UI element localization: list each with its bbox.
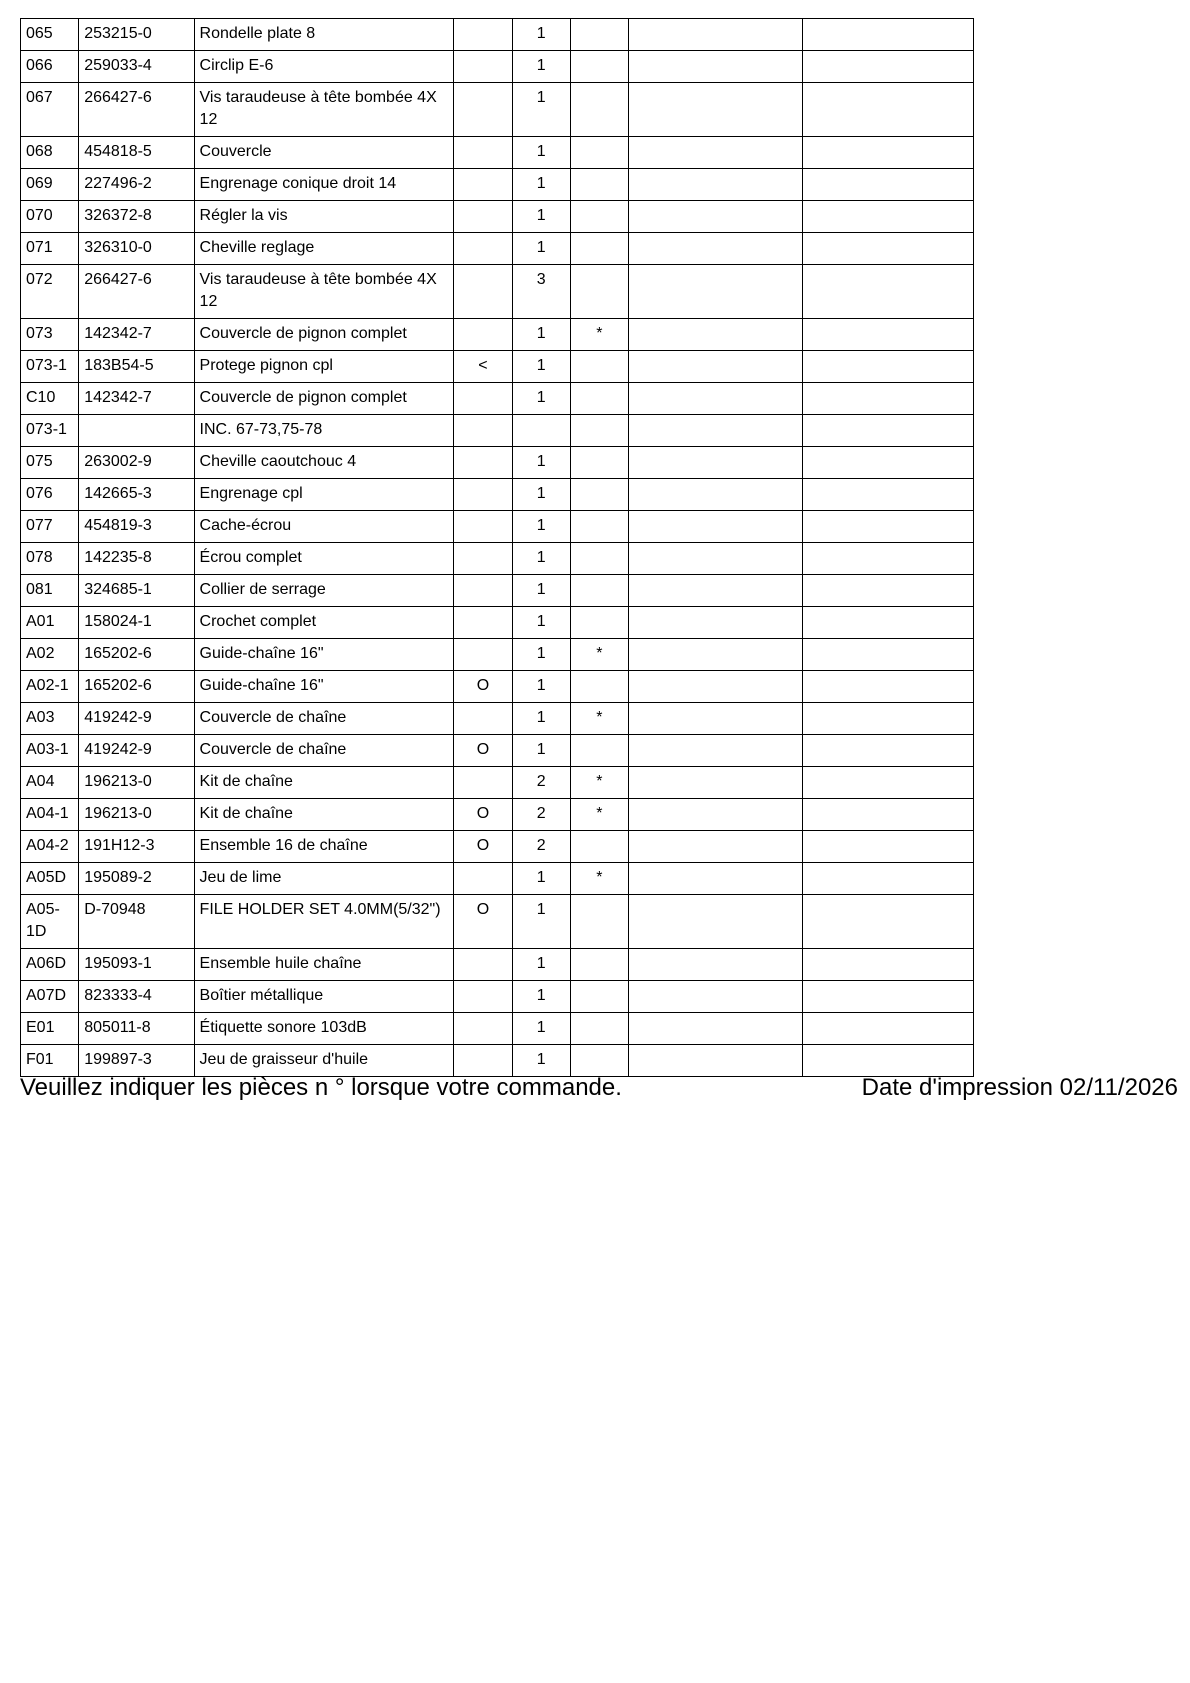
description-cell: Cheville caoutchouc 4 [194,447,454,479]
ref-number-cell: 073 [21,319,79,351]
part-code-cell: 326372-8 [79,201,194,233]
table-row [21,415,974,447]
empty-cell [802,863,973,895]
empty-cell [802,447,973,479]
empty-cell [802,575,973,607]
note-mark-cell [570,351,628,383]
option-mark-cell [454,863,512,895]
empty-cell [628,265,802,319]
quantity-cell: 1 [512,383,570,415]
parts-table-body [21,19,974,1077]
ref-number-cell: 067 [21,83,79,137]
empty-cell [628,137,802,169]
ref-number-cell: 065 [21,19,79,51]
order-instruction-note: Veuillez indiquer les pièces n ° lorsque votre commande. [20,1074,622,1101]
ref-number-cell: 081 [21,575,79,607]
quantity-cell: 1 [512,671,570,703]
quantity-cell: 1 [512,703,570,735]
part-code-cell: 266427-6 [79,265,194,319]
option-mark-cell [454,639,512,671]
part-code-cell: 158024-1 [79,607,194,639]
part-code-cell: 823333-4 [79,981,194,1013]
description-cell: Boîtier métallique [194,981,454,1013]
quantity-cell: 1 [512,51,570,83]
ref-number-cell: A03 [21,703,79,735]
table-row [21,1045,974,1077]
note-mark-cell [570,447,628,479]
description-cell: Guide-chaîne 16" [194,671,454,703]
ref-number-cell: A02 [21,639,79,671]
ref-number-cell: A04 [21,767,79,799]
description-cell: Jeu de lime [194,863,454,895]
note-mark-cell: * [570,319,628,351]
table-row [21,575,974,607]
empty-cell [628,735,802,767]
quantity-cell: 1 [512,233,570,265]
part-code-cell: 196213-0 [79,767,194,799]
option-mark-cell: O [454,895,512,949]
option-mark-cell [454,511,512,543]
part-code-cell: 195089-2 [79,863,194,895]
empty-cell [802,831,973,863]
quantity-cell: 1 [512,447,570,479]
empty-cell [628,607,802,639]
table-row [21,735,974,767]
option-mark-cell [454,137,512,169]
note-mark-cell [570,415,628,447]
note-mark-cell: * [570,799,628,831]
part-code-cell [79,415,194,447]
table-row [21,981,974,1013]
note-mark-cell: * [570,703,628,735]
empty-cell [802,169,973,201]
empty-cell [628,543,802,575]
ref-number-cell: E01 [21,1013,79,1045]
ref-number-cell: A01 [21,607,79,639]
option-mark-cell [454,1013,512,1045]
empty-cell [628,415,802,447]
part-code-cell: 183B54-5 [79,351,194,383]
note-mark-cell [570,83,628,137]
note-mark-cell: * [570,767,628,799]
empty-cell [802,351,973,383]
part-code-cell: 191H12-3 [79,831,194,863]
empty-cell [802,735,973,767]
quantity-cell: 1 [512,607,570,639]
ref-number-cell: A07D [21,981,79,1013]
description-cell: Engrenage cpl [194,479,454,511]
empty-cell [802,511,973,543]
option-mark-cell [454,1045,512,1077]
empty-cell [802,479,973,511]
option-mark-cell [454,543,512,575]
quantity-cell: 2 [512,799,570,831]
empty-cell [628,479,802,511]
description-cell: Couvercle de pignon complet [194,383,454,415]
empty-cell [802,415,973,447]
quantity-cell: 3 [512,265,570,319]
ref-number-cell: 075 [21,447,79,479]
ref-number-cell: 077 [21,511,79,543]
quantity-cell: 1 [512,19,570,51]
part-code-cell: 454818-5 [79,137,194,169]
part-code-cell: 324685-1 [79,575,194,607]
note-mark-cell [570,831,628,863]
empty-cell [628,949,802,981]
empty-cell [628,319,802,351]
empty-cell [802,767,973,799]
note-mark-cell [570,511,628,543]
empty-cell [628,799,802,831]
empty-cell [802,895,973,949]
part-code-cell: 266427-6 [79,83,194,137]
description-cell: Écrou complet [194,543,454,575]
description-cell: Kit de chaîne [194,799,454,831]
description-cell: Protege pignon cpl [194,351,454,383]
part-code-cell: 195093-1 [79,949,194,981]
quantity-cell: 1 [512,735,570,767]
parts-table [20,18,974,1077]
table-row [21,51,974,83]
empty-cell [802,543,973,575]
quantity-cell: 1 [512,137,570,169]
option-mark-cell [454,233,512,265]
ref-number-cell: 072 [21,265,79,319]
empty-cell [628,1045,802,1077]
description-cell: Vis taraudeuse à tête bombée 4X 12 [194,265,454,319]
table-row [21,83,974,137]
option-mark-cell [454,415,512,447]
quantity-cell: 1 [512,479,570,511]
empty-cell [802,1013,973,1045]
option-mark-cell [454,949,512,981]
ref-number-cell: F01 [21,1045,79,1077]
description-cell: Cheville reglage [194,233,454,265]
note-mark-cell [570,543,628,575]
option-mark-cell [454,169,512,201]
note-mark-cell [570,265,628,319]
empty-cell [628,981,802,1013]
quantity-cell: 1 [512,949,570,981]
note-mark-cell [570,1013,628,1045]
empty-cell [628,169,802,201]
note-mark-cell [570,51,628,83]
description-cell: Régler la vis [194,201,454,233]
table-row [21,639,974,671]
note-mark-cell [570,201,628,233]
table-row [21,543,974,575]
empty-cell [802,201,973,233]
ref-number-cell: A06D [21,949,79,981]
description-cell: Guide-chaîne 16" [194,639,454,671]
note-mark-cell [570,981,628,1013]
empty-cell [628,895,802,949]
table-row [21,767,974,799]
empty-cell [628,351,802,383]
option-mark-cell [454,575,512,607]
option-mark-cell [454,265,512,319]
ref-number-cell: 073-1 [21,415,79,447]
empty-cell [802,383,973,415]
part-code-cell: 165202-6 [79,671,194,703]
quantity-cell: 1 [512,639,570,671]
table-row [21,607,974,639]
part-code-cell: 253215-0 [79,19,194,51]
quantity-cell: 1 [512,981,570,1013]
quantity-cell: 1 [512,511,570,543]
ref-number-cell: 073-1 [21,351,79,383]
part-code-cell: 805011-8 [79,1013,194,1045]
description-cell: Vis taraudeuse à tête bombée 4X 12 [194,83,454,137]
note-mark-cell: * [570,639,628,671]
option-mark-cell: O [454,799,512,831]
note-mark-cell [570,19,628,51]
empty-cell [628,19,802,51]
empty-cell [628,671,802,703]
empty-cell [802,703,973,735]
empty-cell [628,201,802,233]
quantity-cell: 1 [512,575,570,607]
note-mark-cell [570,735,628,767]
option-mark-cell [454,319,512,351]
option-mark-cell [454,981,512,1013]
description-cell: Rondelle plate 8 [194,19,454,51]
table-row [21,511,974,543]
quantity-cell: 1 [512,83,570,137]
empty-cell [628,83,802,137]
table-row [21,949,974,981]
option-mark-cell: O [454,671,512,703]
ref-number-cell: 071 [21,233,79,265]
empty-cell [628,863,802,895]
ref-number-cell: A05-1D [21,895,79,949]
part-code-cell: 142342-7 [79,383,194,415]
option-mark-cell: O [454,831,512,863]
empty-cell [802,671,973,703]
quantity-cell: 1 [512,319,570,351]
empty-cell [802,233,973,265]
quantity-cell: 1 [512,863,570,895]
option-mark-cell: O [454,735,512,767]
description-cell: Couvercle [194,137,454,169]
quantity-cell: 1 [512,169,570,201]
table-row [21,863,974,895]
part-code-cell: 419242-9 [79,735,194,767]
quantity-cell: 2 [512,831,570,863]
note-mark-cell [570,137,628,169]
option-mark-cell [454,447,512,479]
description-cell: Collier de serrage [194,575,454,607]
part-code-cell: 419242-9 [79,703,194,735]
ref-number-cell: A04-1 [21,799,79,831]
empty-cell [802,1045,973,1077]
note-mark-cell [570,1045,628,1077]
quantity-cell [512,415,570,447]
option-mark-cell [454,201,512,233]
description-cell: Couvercle de chaîne [194,735,454,767]
option-mark-cell [454,607,512,639]
empty-cell [802,83,973,137]
empty-cell [628,233,802,265]
option-mark-cell [454,767,512,799]
empty-cell [802,319,973,351]
empty-cell [802,949,973,981]
option-mark-cell: < [454,351,512,383]
description-cell: Ensemble 16 de chaîne [194,831,454,863]
description-cell: Étiquette sonore 103dB [194,1013,454,1045]
ref-number-cell: 076 [21,479,79,511]
note-mark-cell [570,607,628,639]
table-row [21,671,974,703]
part-code-cell: 454819-3 [79,511,194,543]
empty-cell [628,639,802,671]
description-cell: Crochet complet [194,607,454,639]
empty-cell [802,607,973,639]
empty-cell [802,981,973,1013]
table-row [21,703,974,735]
empty-cell [628,383,802,415]
table-row [21,19,974,51]
table-row [21,233,974,265]
empty-cell [628,511,802,543]
note-mark-cell [570,233,628,265]
part-code-cell: 142235-8 [79,543,194,575]
table-row [21,1013,974,1045]
description-cell: Cache-écrou [194,511,454,543]
note-mark-cell: * [570,863,628,895]
empty-cell [628,767,802,799]
ref-number-cell: A03-1 [21,735,79,767]
empty-cell [802,639,973,671]
table-row [21,447,974,479]
quantity-cell: 1 [512,351,570,383]
empty-cell [802,137,973,169]
ref-number-cell: 068 [21,137,79,169]
table-row [21,137,974,169]
ref-number-cell: A02-1 [21,671,79,703]
note-mark-cell [570,671,628,703]
quantity-cell: 1 [512,1045,570,1077]
description-cell: Jeu de graisseur d'huile [194,1045,454,1077]
empty-cell [802,51,973,83]
part-code-cell: D-70948 [79,895,194,949]
empty-cell [628,703,802,735]
table-row [21,479,974,511]
quantity-cell: 1 [512,1013,570,1045]
ref-number-cell: 070 [21,201,79,233]
print-date: Date d'impression 02/11/2026 [861,1074,1178,1101]
table-row [21,831,974,863]
part-code-cell: 263002-9 [79,447,194,479]
table-row [21,201,974,233]
quantity-cell: 1 [512,201,570,233]
empty-cell [628,447,802,479]
note-mark-cell [570,383,628,415]
table-row [21,383,974,415]
option-mark-cell [454,51,512,83]
quantity-cell: 1 [512,895,570,949]
description-cell: Ensemble huile chaîne [194,949,454,981]
option-mark-cell [454,703,512,735]
empty-cell [628,51,802,83]
part-code-cell: 142342-7 [79,319,194,351]
note-mark-cell [570,169,628,201]
ref-number-cell: A05D [21,863,79,895]
ref-number-cell: C10 [21,383,79,415]
description-cell: Couvercle de chaîne [194,703,454,735]
table-row [21,169,974,201]
ref-number-cell: 066 [21,51,79,83]
empty-cell [628,575,802,607]
part-code-cell: 196213-0 [79,799,194,831]
empty-cell [628,831,802,863]
table-row [21,265,974,319]
note-mark-cell [570,479,628,511]
note-mark-cell [570,949,628,981]
option-mark-cell [454,19,512,51]
quantity-cell: 1 [512,543,570,575]
note-mark-cell [570,895,628,949]
note-mark-cell [570,575,628,607]
description-cell: Engrenage conique droit 14 [194,169,454,201]
option-mark-cell [454,383,512,415]
empty-cell [802,799,973,831]
empty-cell [802,19,973,51]
part-code-cell: 199897-3 [79,1045,194,1077]
table-row [21,895,974,949]
ref-number-cell: 078 [21,543,79,575]
description-cell: Kit de chaîne [194,767,454,799]
part-code-cell: 165202-6 [79,639,194,671]
table-row [21,319,974,351]
ref-number-cell: 069 [21,169,79,201]
empty-cell [802,265,973,319]
quantity-cell: 2 [512,767,570,799]
part-code-cell: 142665-3 [79,479,194,511]
empty-cell [628,1013,802,1045]
part-code-cell: 326310-0 [79,233,194,265]
description-cell: Couvercle de pignon complet [194,319,454,351]
part-code-cell: 227496-2 [79,169,194,201]
table-row [21,351,974,383]
part-code-cell: 259033-4 [79,51,194,83]
ref-number-cell: A04-2 [21,831,79,863]
description-cell: Circlip E-6 [194,51,454,83]
description-cell: INC. 67-73,75-78 [194,415,454,447]
option-mark-cell [454,83,512,137]
description-cell: FILE HOLDER SET 4.0MM(5/32") [194,895,454,949]
table-row [21,799,974,831]
option-mark-cell [454,479,512,511]
